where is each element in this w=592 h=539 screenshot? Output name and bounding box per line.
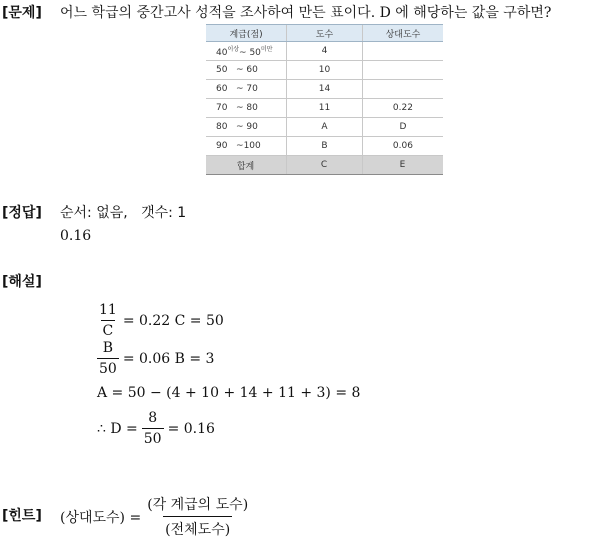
row-range: 70 ~ 80 — [206, 99, 287, 118]
table-header-row — [206, 25, 443, 42]
table-row — [206, 42, 443, 61]
row-range: $40^{이상}\sim$ $50^{미만}$ — [206, 42, 287, 61]
total-frequency: C — [287, 156, 363, 175]
row-frequency: A — [287, 118, 363, 137]
row-frequency: 10 — [287, 61, 363, 80]
hint-formula: (상대도수) = $\frac{\text{(각 계급의 도수)}}{\text{(전체도수)}}$ — [60, 497, 249, 538]
row-frequency: 11 — [287, 99, 363, 118]
header-frequency: 도수 — [287, 25, 363, 42]
row-frequency: B — [287, 137, 363, 156]
problem-question: 어느 학급의 중간고사 성적을 조사하여 만든 표이다. D 에 해당하는 값을 구하면? — [60, 5, 552, 21]
row-range: 80 ~ 90 — [206, 118, 287, 137]
answer-order-info: 순서: 없음, 갯수: 1 — [60, 205, 187, 221]
table-row — [206, 61, 443, 80]
solution-equation-4: ∴ D = $\frac{8}{50}$ = 0.16 — [97, 410, 215, 447]
solution-equation-3: A = 50 − (4 + 10 + 14 + 11 + 3) = 8 — [97, 385, 361, 401]
header-class: 계급(점) — [206, 25, 287, 42]
row-relative: 0.22 — [362, 99, 443, 118]
row-relative: 0.06 — [362, 137, 443, 156]
answer-value: 0.16 — [60, 228, 92, 244]
total-label: 합계 — [206, 156, 287, 175]
hint-label: [힌트] — [2, 508, 42, 524]
table-row — [206, 137, 443, 156]
row-relative — [362, 61, 443, 80]
row-frequency: 4 — [287, 42, 363, 61]
table-row — [206, 99, 443, 118]
row-frequency: 14 — [287, 80, 363, 99]
row-range: 60 ~ 70 — [206, 80, 287, 99]
table-row — [206, 118, 443, 137]
row-range: 50 ~ 60 — [206, 61, 287, 80]
row-range: 90 ~100 — [206, 137, 287, 156]
row-relative: D — [362, 118, 443, 137]
answer-label: [정답] — [2, 205, 42, 221]
problem-label: [문제] — [2, 5, 42, 21]
table-row — [206, 80, 443, 99]
total-relative: E — [362, 156, 443, 175]
row-relative — [362, 42, 443, 61]
solution-label: [해설] — [2, 274, 42, 290]
table-total-row — [206, 156, 443, 175]
frequency-table — [206, 24, 443, 175]
row-relative — [362, 80, 443, 99]
header-relative-frequency: 상대도수 — [362, 25, 443, 42]
solution-equation-1: $\frac{11}{C}$ = 0.22 C = 50 — [99, 302, 224, 339]
solution-equation-2: $\frac{B}{50}$ = 0.06 B = 3 — [99, 340, 215, 377]
